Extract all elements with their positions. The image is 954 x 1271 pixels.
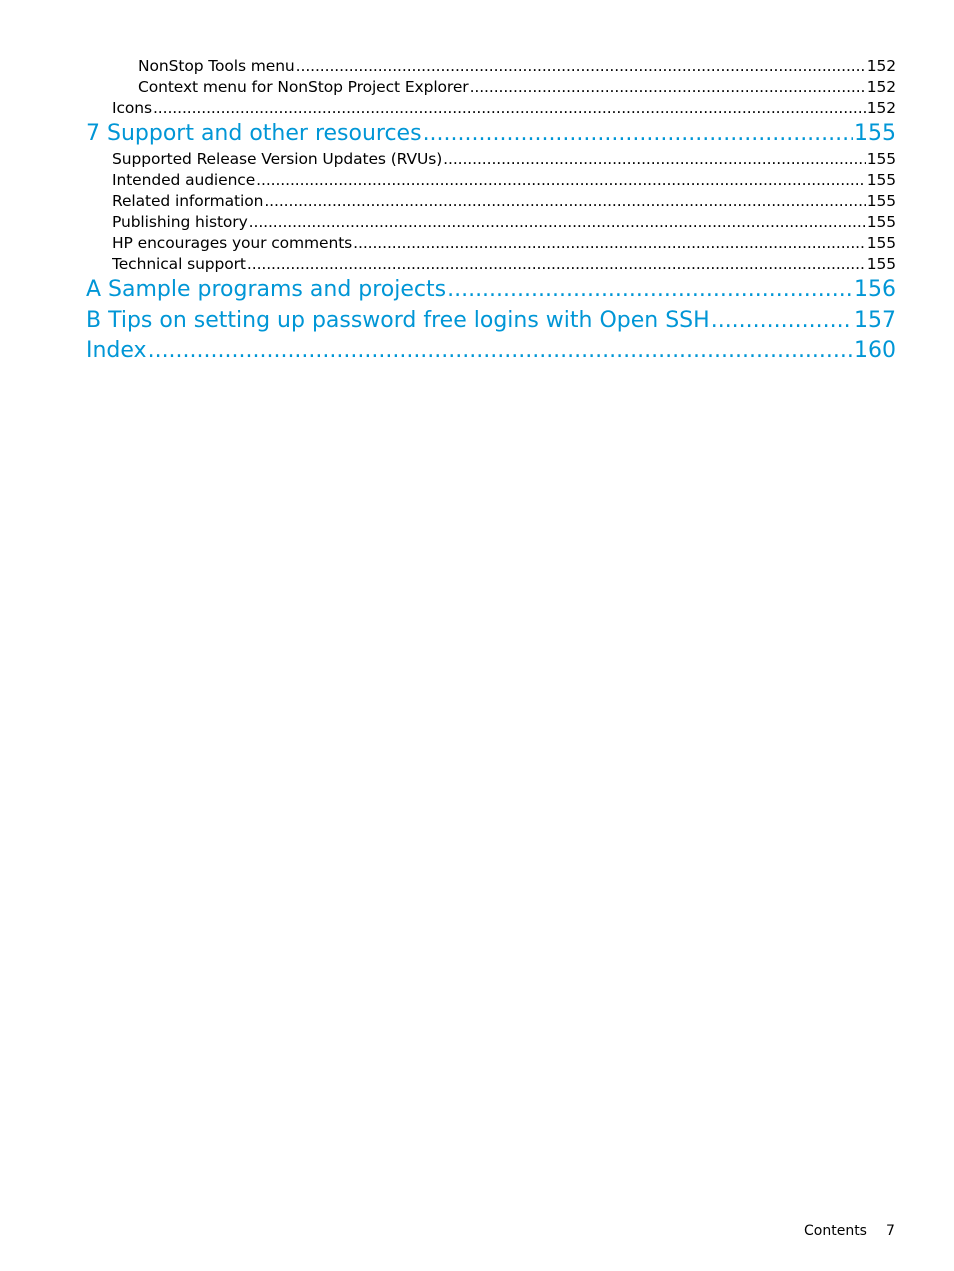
toc-chapter-support-resources[interactable] [86,120,896,148]
toc-entry-page: 155 [866,213,896,231]
toc-entry-icons[interactable] [112,98,896,118]
toc-entry-label: NonStop Tools menu [138,57,295,75]
toc-entry-publishing-history[interactable] [112,212,896,232]
toc-entry-label: Publishing history [112,213,248,231]
dot-leader [711,307,853,335]
toc-entry-page: 152 [866,99,896,117]
toc-entry-page: 157 [854,308,896,333]
toc-entry-page: 155 [866,171,896,189]
toc-entry-related-information[interactable] [112,191,896,211]
toc-entry-technical-support[interactable] [112,254,896,274]
toc-entry-intended-audience[interactable] [112,170,896,190]
dot-leader [423,120,853,148]
toc-entry-label: Supported Release Version Updates (RVUs) [112,150,443,168]
toc-entry-page: 155 [866,234,896,252]
toc-entry-page: 152 [866,78,896,96]
toc-entry-label: A Sample programs and projects [86,277,447,302]
toc-entry-label: Intended audience [112,171,256,189]
toc-appendix-ssh-tips[interactable] [86,307,896,335]
dot-leader [247,254,866,274]
dot-leader [148,337,853,365]
toc-entry-label: HP encourages your comments [112,234,353,252]
toc-entry-nonstop-tools-menu[interactable] [138,56,896,76]
dot-leader [153,98,866,118]
toc-appendix-sample-programs[interactable] [86,276,896,304]
toc-entry-label: Technical support [112,255,246,273]
toc-entry-page: 156 [854,277,896,302]
toc-entry-label: 7 Support and other resources [86,121,422,146]
toc-entry-page: 155 [854,121,896,146]
toc-entry-page: 155 [866,192,896,210]
toc-index[interactable] [86,337,896,365]
dot-leader [256,170,866,190]
toc-entry-page: 152 [866,57,896,75]
toc-entry-page: 155 [866,255,896,273]
toc-entry-context-menu[interactable] [138,77,896,97]
toc-entry-label: Context menu for NonStop Project Explorer [138,78,469,96]
dot-leader [296,56,866,76]
toc-entry-label: Related information [112,192,264,210]
dot-leader [443,149,866,169]
toc-entry-label: B Tips on setting up password free logins with Open SSH [86,308,710,333]
dot-leader [353,233,866,253]
toc-entry-label: Index [86,338,147,363]
toc-entry-hp-comments[interactable] [112,233,896,253]
toc-entry-label: Icons [112,99,152,117]
dot-leader [264,191,865,211]
dot-leader [249,212,866,232]
toc-entry-page: 155 [866,150,896,168]
toc-entry-page: 160 [854,338,896,363]
footer-section-title: Contents [804,1223,867,1239]
toc-entry-supported-rvus[interactable] [112,149,896,169]
dot-leader [447,276,853,304]
footer-page-number: 7 [886,1223,895,1239]
dot-leader [470,77,866,97]
